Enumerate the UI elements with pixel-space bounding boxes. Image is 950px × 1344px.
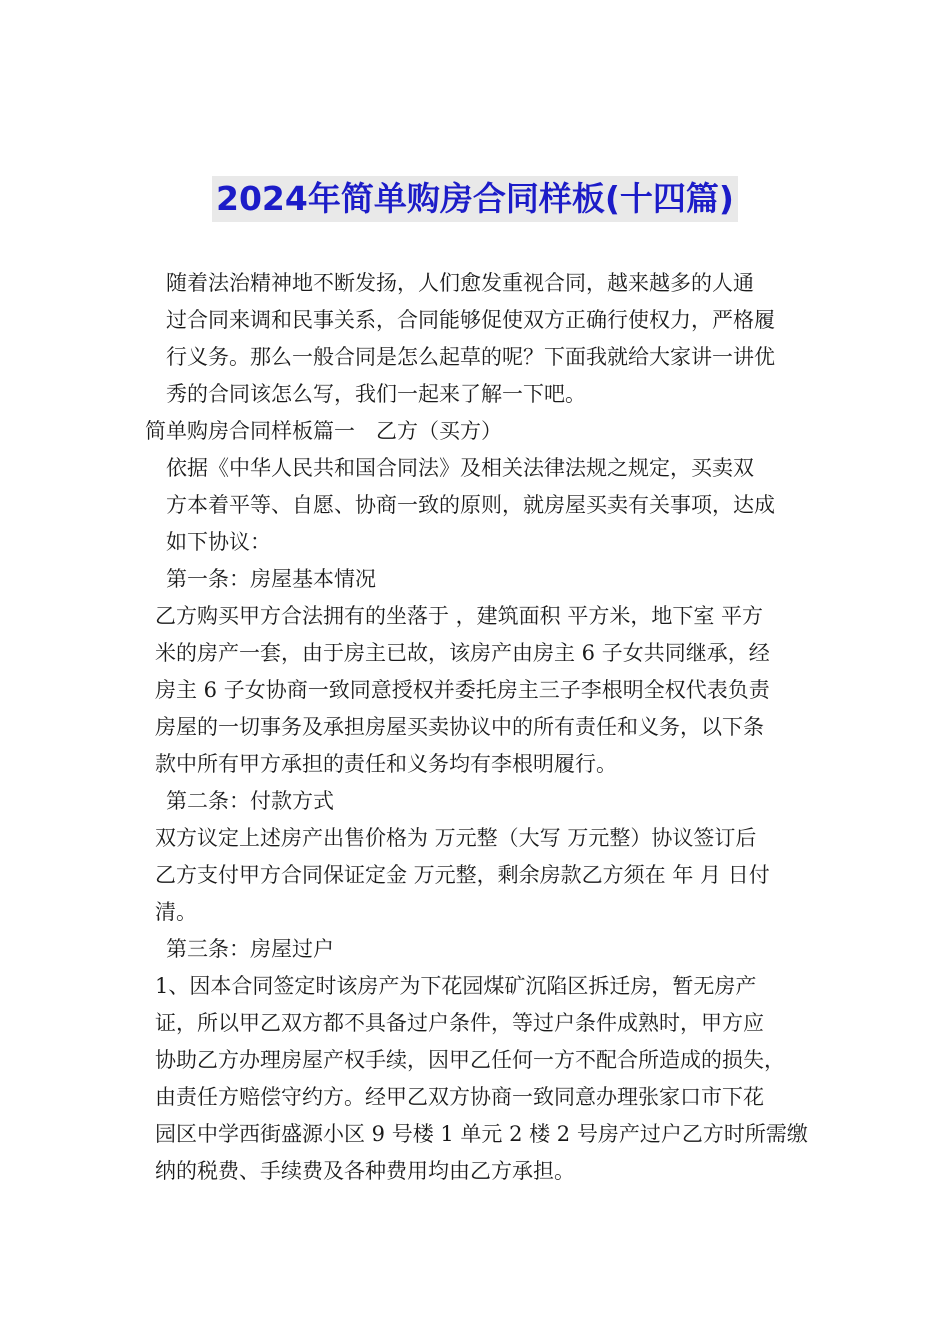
document-title: 2024年简单购房合同样板(十四篇) <box>212 176 738 222</box>
paragraph-article-1-heading <box>145 561 813 598</box>
document-body <box>145 265 813 1190</box>
paragraph-intro <box>145 265 813 413</box>
text-line: 如下协议： <box>166 530 271 554</box>
text-line: 房主 6 子女协商一致同意授权并委托房主三子李根明全权代表负责 <box>155 678 770 702</box>
text-line: 协助乙方办理房屋产权手续，因甲乙任何一方不配合所造成的损失， <box>155 1048 785 1072</box>
text-line: 米的房产一套，由于房主已故，该房产由房主 6 子女共同继承，经 <box>155 641 770 665</box>
text-line: 过合同来调和民事关系，合同能够促使双方正确行使权力，严格履 <box>166 308 775 332</box>
paragraph-article-3-body <box>145 968 813 1190</box>
text-line: 第三条：房屋过户 <box>166 937 334 961</box>
text-line: 证，所以甲乙双方都不具备过户条件，等过户条件成熟时，甲方应 <box>155 1011 764 1035</box>
text-line: 乙方支付甲方合同保证定金 万元整，剩余房款乙方须在 年 月 日付 <box>155 863 770 887</box>
paragraph-preamble <box>145 450 813 561</box>
text-line: 房屋的一切事务及承担房屋买卖协议中的所有责任和义务，以下条 <box>155 715 764 739</box>
paragraph-article-2-body <box>145 820 813 931</box>
text-line: 乙方购买甲方合法拥有的坐落于 ，建筑面积 平方米，地下室 平方 <box>155 604 764 628</box>
paragraph-article-2-heading <box>145 783 813 820</box>
paragraph-article-1-body <box>145 598 813 783</box>
text-line: 清。 <box>155 900 197 924</box>
text-line: 1、因本合同签定时该房产为下花园煤矿沉陷区拆迁房，暂无房产 <box>155 974 757 998</box>
title-container <box>0 176 950 222</box>
text-line: 第二条：付款方式 <box>166 789 334 813</box>
text-line: 方本着平等、自愿、协商一致的原则，就房屋买卖有关事项，达成 <box>166 493 775 517</box>
paragraph-article-3-heading <box>145 931 813 968</box>
text-line: 随着法治精神地不断发扬，人们愈发重视合同，越来越多的人通 <box>166 271 754 295</box>
paragraph-section-heading <box>145 413 813 450</box>
text-line: 款中所有甲方承担的责任和义务均有李根明履行。 <box>155 752 617 776</box>
text-line: 第一条：房屋基本情况 <box>166 567 376 591</box>
text-line: 由责任方赔偿守约方。经甲乙双方协商一致同意办理张家口市下花 <box>155 1085 764 1109</box>
text-line: 双方议定上述房产出售价格为 万元整（大写 万元整）协议签订后 <box>155 826 757 850</box>
text-line: 园区中学西街盛源小区 9 号楼 1 单元 2 楼 2 号房产过户乙方时所需缴 <box>155 1122 808 1146</box>
text-line: 简单购房合同样板篇一 乙方（买方） <box>145 419 502 443</box>
text-line: 行义务。那么一般合同是怎么起草的呢？下面我就给大家讲一讲优 <box>166 345 775 369</box>
text-line: 纳的税费、手续费及各种费用均由乙方承担。 <box>155 1159 575 1183</box>
text-line: 依据《中华人民共和国合同法》及相关法律法规之规定，买卖双 <box>166 456 754 480</box>
text-line: 秀的合同该怎么写，我们一起来了解一下吧。 <box>166 382 586 406</box>
